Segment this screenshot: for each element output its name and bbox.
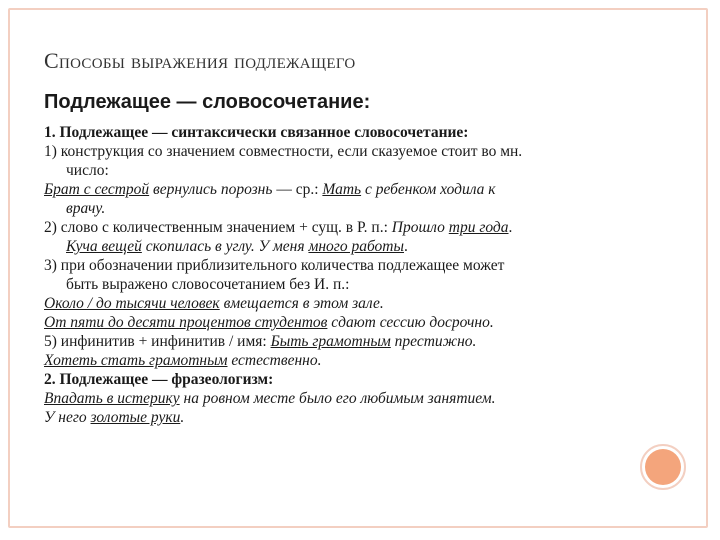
example-line: Брат с сестрой вернулись порознь — ср.: Мать с ребенком ходила к [44,181,496,198]
example-line: Куча вещей скопилась в углу. У меня много работы. [66,238,408,255]
example-line-cont: врачу. [66,200,106,217]
example-line: Хотеть стать грамотным естественно. [44,352,322,369]
rule-1-5-text: 5) инфинитив + инфинитив / имя: Быть грамотным престижно. [44,333,477,350]
example-line: От пяти до десяти процентов студентов сдают сессию досрочно. [44,314,494,331]
rule-1-heading: 1. Подлежащее — синтаксически связанное словосочетание: [44,124,469,141]
rule-1-1-text: 1) конструкция со значением совместности, если сказуемое стоит во мн. [44,143,523,160]
slide-body [44,123,664,427]
slide-title: Способы выражения подлежащего [44,48,356,73]
example-line: Около / до тысячи человек вмещается в этом зале. [44,295,384,312]
rule-2-heading: 2. Подлежащее — фразеологизм: [44,371,274,388]
example-line: У него золотые руки. [44,409,185,426]
slide-subtitle: Подлежащее — словосочетание: [44,91,371,113]
rule-1-1-text-cont: число: [66,162,109,179]
rule-1-3-text: 3) при обозначении приблизительного количества подлежащее может [44,257,505,274]
rule-1-3-text-cont: быть выражено словосочетанием без И. п.: [66,276,350,293]
example-line: Впадать в истерику на ровном месте было его любимым занятием. [44,390,496,407]
accent-circle [645,449,681,485]
rule-1-2-text: 2) слово с количественным значением + сущ. в Р. п.: Прошло три года. [44,219,513,236]
